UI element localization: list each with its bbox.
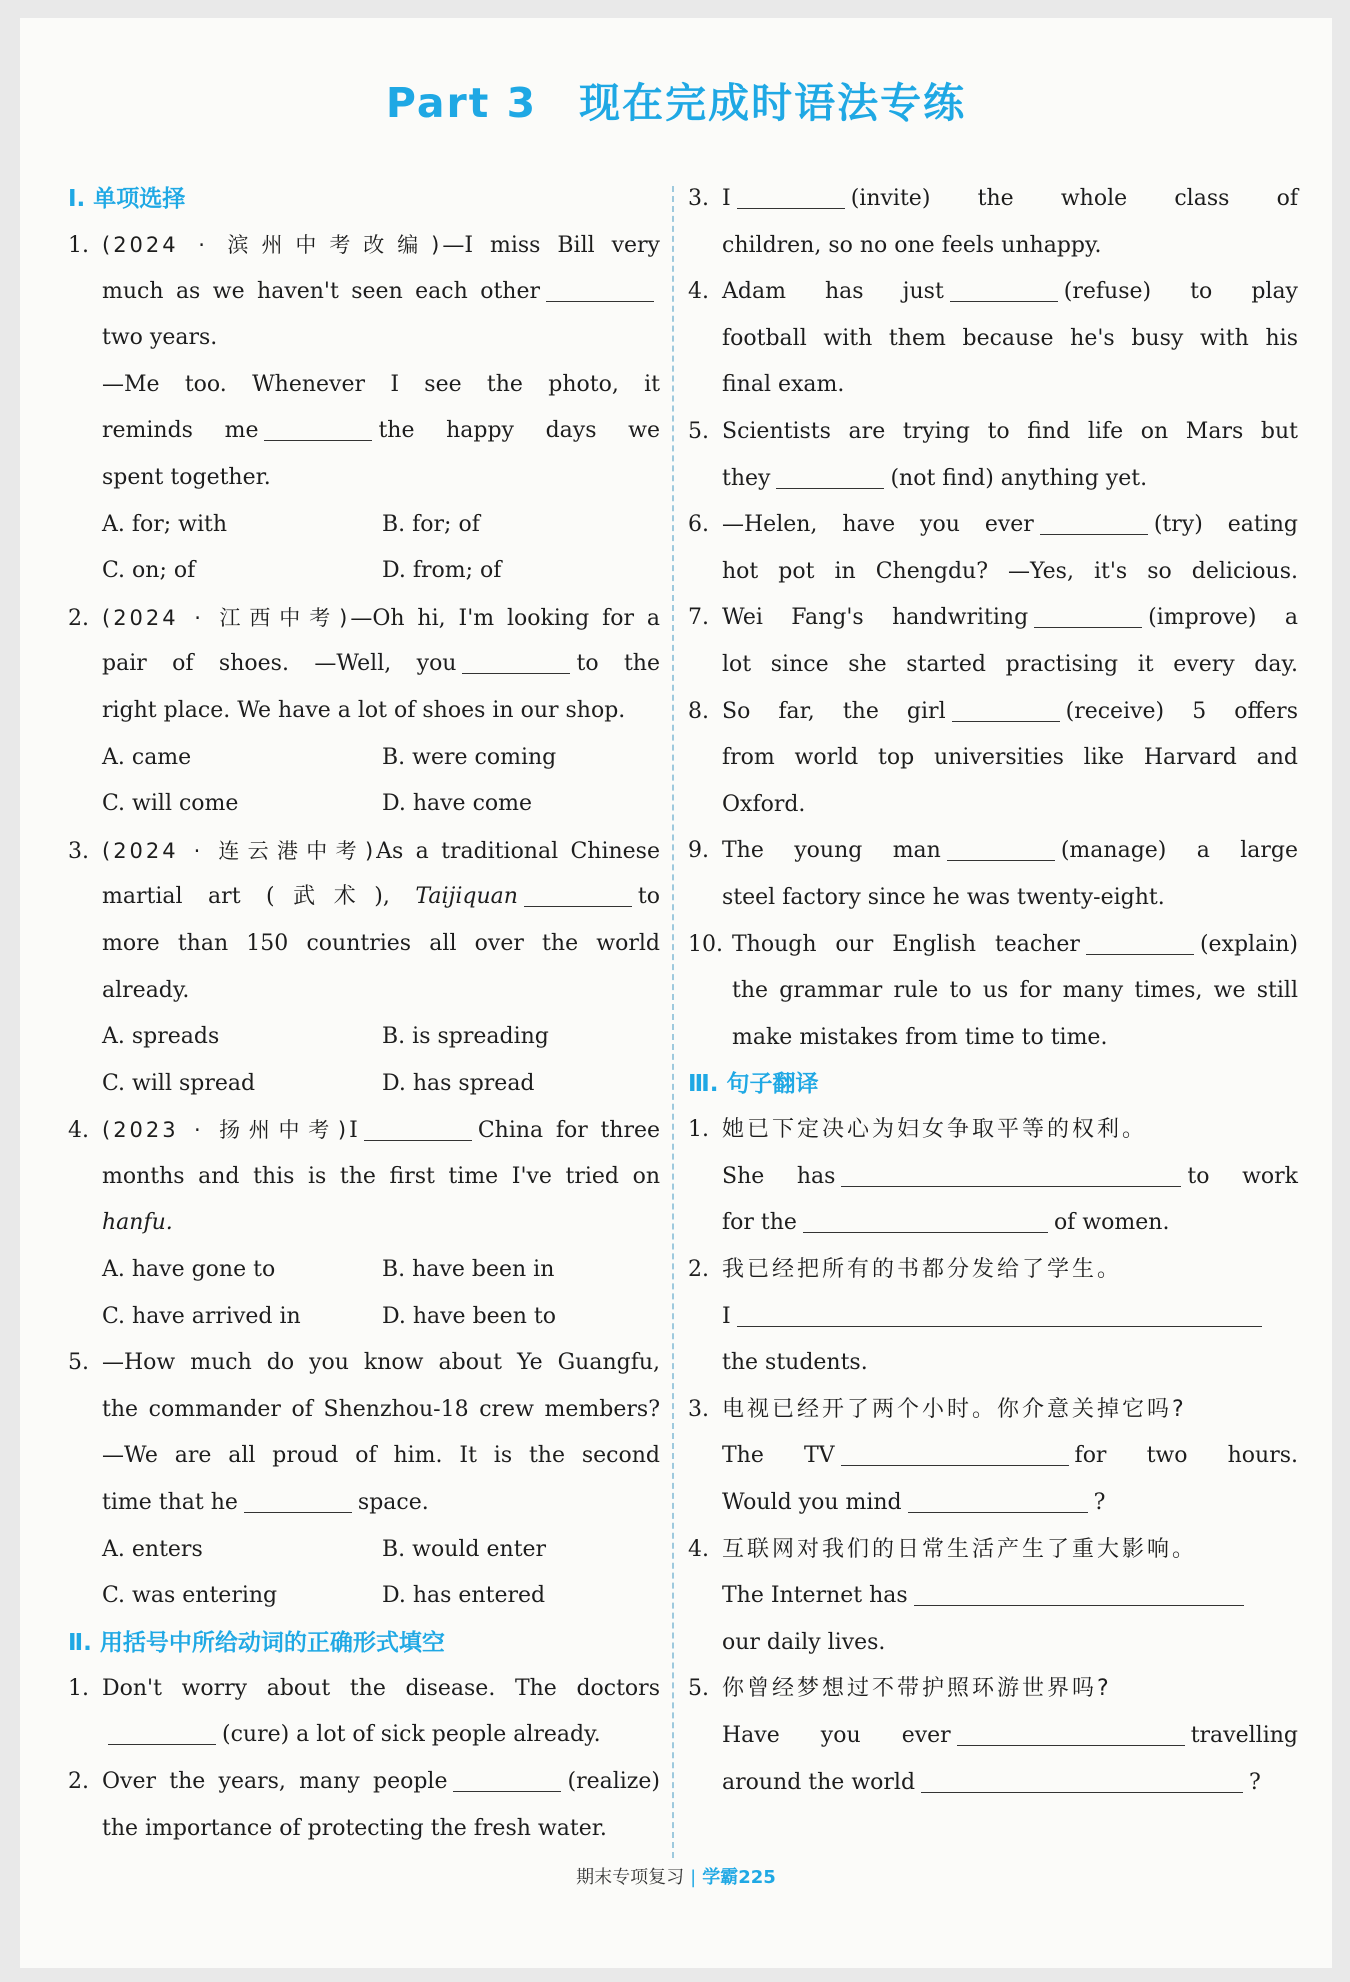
item-number: 3. <box>688 186 709 211</box>
item-text: Oxford. <box>722 791 806 817</box>
answer-blank[interactable] <box>524 880 632 907</box>
question-text: —Me too. Whenever I see the photo, it <box>102 371 660 397</box>
answer-blank[interactable] <box>453 1765 561 1792</box>
item-number: 9. <box>688 838 709 864</box>
item-number: 2. <box>68 1769 89 1794</box>
option-b[interactable]: B. is spreading <box>382 1024 549 1050</box>
question-number: 1. <box>68 233 89 258</box>
option-d[interactable]: D. has entered <box>382 1583 546 1609</box>
item-number: 1. <box>688 1117 709 1143</box>
question-5 <box>68 1340 660 1620</box>
question-number: 5. <box>68 1350 89 1376</box>
fill-item-2 <box>68 1759 660 1852</box>
answer-blank[interactable] <box>737 182 845 209</box>
option-a[interactable]: A. have gone to <box>102 1257 276 1283</box>
answer-blank[interactable] <box>952 695 1060 722</box>
item-text: ? <box>1093 1490 1106 1516</box>
item-number: 1. <box>68 1675 89 1701</box>
item-text: for the <box>722 1210 797 1236</box>
option-d[interactable]: D. has spread <box>382 1070 535 1096</box>
answer-blank[interactable] <box>921 1766 1243 1793</box>
left-column <box>68 176 660 1852</box>
item-text: The TV <box>722 1443 835 1469</box>
fill-item-9 <box>688 828 1298 921</box>
option-d[interactable]: D. have come <box>382 791 533 817</box>
answer-blank[interactable] <box>957 1719 1185 1746</box>
fill-item-4 <box>688 269 1298 409</box>
page-title <box>20 70 1332 129</box>
option-a[interactable]: A. enters <box>102 1536 203 1562</box>
fill-item-3 <box>688 176 1298 269</box>
item-text: She has <box>722 1163 836 1189</box>
item-text: the importance of protecting the fresh water. <box>102 1815 607 1841</box>
item-text: final exam. <box>722 372 845 398</box>
answer-blank[interactable] <box>841 1160 1181 1187</box>
question-text: martial art (武术), <box>102 884 390 910</box>
question-text: to the <box>576 651 660 677</box>
fill-item-1 <box>68 1666 660 1759</box>
item-text: Would you mind <box>722 1490 902 1516</box>
option-b[interactable]: B. for; of <box>382 511 480 537</box>
section-heading-3: Ⅲ. 句子翻译 <box>688 1071 819 1098</box>
item-text: (cure) a lot of sick people already. <box>222 1722 601 1748</box>
question-text: to <box>637 884 660 910</box>
item-text: make mistakes from time to time. <box>732 1024 1108 1050</box>
question-number: 3. <box>68 838 89 864</box>
question-text: two years. <box>102 325 218 351</box>
item-text: (invite) the whole class of <box>850 186 1298 211</box>
question-text: right place. We have a lot of shoes in our shop. <box>102 697 626 723</box>
question-4 <box>68 1107 660 1340</box>
question-text-italic: Taijiquan <box>415 884 518 910</box>
answer-blank[interactable] <box>803 1206 1048 1233</box>
question-source: (2023 · 扬州中考) <box>102 1118 350 1143</box>
item-text: —Helen, have you ever <box>722 512 1034 538</box>
answer-blank[interactable] <box>244 1486 352 1513</box>
answer-blank[interactable] <box>841 1439 1069 1466</box>
option-c[interactable]: C. have arrived in <box>102 1303 301 1329</box>
chinese-sentence: 她已下定决心为妇女争取平等的权利。 <box>722 1117 1148 1143</box>
question-3 <box>68 828 660 1108</box>
question-text: already. <box>102 977 190 1003</box>
option-b[interactable]: B. were coming <box>382 744 557 770</box>
question-text: As a traditional Chinese <box>376 838 660 864</box>
item-text: to work <box>1187 1163 1298 1189</box>
translation-item-3 <box>688 1387 1298 1527</box>
question-text-italic: hanfu. <box>102 1210 173 1236</box>
chinese-sentence: 互联网对我们的日常生活产生了重大影响。 <box>722 1536 1198 1562</box>
item-number: 8. <box>688 698 709 724</box>
option-c[interactable]: C. will spread <box>102 1070 256 1096</box>
question-text: reminds me <box>102 418 259 444</box>
item-text: ? <box>1249 1769 1261 1795</box>
answer-blank[interactable] <box>364 1114 472 1141</box>
question-2 <box>68 595 660 828</box>
answer-blank[interactable] <box>462 647 570 674</box>
section-heading-2: Ⅱ. 用括号中所给动词的正确形式填空 <box>68 1629 445 1656</box>
item-number: 5. <box>688 418 709 444</box>
option-b[interactable]: B. would enter <box>382 1536 547 1562</box>
option-d[interactable]: D. from; of <box>382 558 502 584</box>
chinese-sentence: 我已经把所有的书都分发给了学生。 <box>722 1257 1123 1283</box>
answer-blank[interactable] <box>908 1486 1088 1513</box>
item-text: lot since she started practising it every day. <box>722 651 1298 677</box>
answer-blank[interactable] <box>1034 601 1142 628</box>
section-heading-1: Ⅰ. 单项选择 <box>68 186 186 212</box>
item-text: I <box>722 186 731 211</box>
item-number: 7. <box>688 605 709 631</box>
translation-item-1 <box>688 1107 1298 1247</box>
question-source: (2024 · 滨州中考改编) <box>102 233 443 257</box>
item-text: Wei Fang's handwriting <box>722 605 1029 631</box>
title-part: Part 3 <box>385 79 538 127</box>
title-topic: 现在完成时语法专练 <box>579 79 967 127</box>
question-text: —How much do you know about Ye Guangfu, <box>102 1350 660 1376</box>
answer-blank[interactable] <box>264 414 372 441</box>
option-c[interactable]: C. on; of <box>102 558 196 584</box>
question-source: (2024 · 江西中考) <box>102 605 351 630</box>
page-footer: 期末专项复习 | 学霸225 <box>576 1867 776 1888</box>
item-number: 5. <box>688 1676 709 1702</box>
question-number: 2. <box>68 605 89 631</box>
question-text: space. <box>357 1490 429 1516</box>
question-text: much as we haven't seen each other <box>102 278 540 304</box>
answer-blank[interactable] <box>737 1300 1262 1327</box>
item-text: (realize) <box>567 1769 660 1794</box>
chinese-sentence: 电视已经开了两个小时。你介意关掉它吗? <box>722 1396 1187 1422</box>
item-text: the grammar rule to us for many times, we still <box>732 978 1298 1004</box>
item-text: from world top universities like Harvard and <box>722 745 1298 771</box>
item-text: Over the years, many people <box>102 1769 448 1794</box>
answer-blank[interactable] <box>546 275 654 302</box>
footer-brand: 学霸 <box>702 1867 739 1888</box>
worksheet-page <box>20 18 1332 1968</box>
item-text: of women. <box>1053 1210 1170 1236</box>
question-text: the commander of Shenzhou-18 crew members? <box>102 1396 660 1422</box>
answer-blank[interactable] <box>776 462 884 489</box>
footer-label: 期末专项复习 <box>576 1867 685 1888</box>
item-text: they <box>722 465 771 491</box>
page-number: 225 <box>738 1867 776 1888</box>
question-text: more than 150 countries all over the world <box>102 930 660 956</box>
item-text: Though our English teacher <box>732 931 1080 957</box>
item-text: The young man <box>722 838 941 864</box>
item-text: for two hours. <box>1074 1443 1298 1469</box>
answer-blank[interactable] <box>108 1718 216 1745</box>
answer-blank[interactable] <box>950 275 1058 302</box>
option-c[interactable]: C. was entering <box>102 1583 278 1609</box>
item-text: (try) eating <box>1153 512 1298 538</box>
item-number: 4. <box>688 1536 709 1562</box>
item-text: steel factory since he was twenty-eight. <box>722 884 1165 910</box>
question-source: (2024 · 连云港中考) <box>102 838 377 863</box>
option-a[interactable]: A. for; with <box>102 511 228 537</box>
question-text: pair of shoes. —Well, you <box>102 651 457 677</box>
item-text: (refuse) to play <box>1063 279 1298 305</box>
answer-blank[interactable] <box>914 1579 1244 1606</box>
option-a[interactable]: A. came <box>102 744 192 770</box>
item-text: Adam has just <box>722 279 944 305</box>
translation-item-4 <box>688 1527 1298 1667</box>
column-divider <box>672 186 674 1858</box>
question-text: —Oh hi, I'm looking for a <box>350 605 660 631</box>
item-text: hot pot in Chengdu? —Yes, it's so delicious. <box>722 558 1298 584</box>
item-text: children, so no one feels unhappy. <box>722 232 1102 258</box>
item-number: 4. <box>688 279 709 305</box>
answer-blank[interactable] <box>1086 928 1194 955</box>
item-number: 3. <box>688 1396 709 1422</box>
right-column <box>688 176 1298 1806</box>
fill-item-7 <box>688 595 1298 688</box>
item-text: The Internet has <box>722 1583 908 1609</box>
item-text: (receive) 5 offers <box>1065 698 1298 724</box>
translation-item-2 <box>688 1247 1298 1387</box>
item-text: So far, the girl <box>722 698 946 724</box>
item-text: (improve) a <box>1148 605 1299 631</box>
question-text: I <box>349 1118 358 1144</box>
option-c[interactable]: C. will come <box>102 791 239 817</box>
item-text: (manage) a large <box>1060 838 1298 864</box>
item-text: around the world <box>722 1769 916 1795</box>
item-text: (explain) <box>1199 931 1298 957</box>
item-number: 6. <box>688 512 709 538</box>
fill-item-8 <box>688 689 1298 829</box>
answer-blank[interactable] <box>1040 508 1148 535</box>
item-number: 10. <box>688 931 723 957</box>
question-text: spent together. <box>102 464 271 490</box>
item-text: travelling <box>1190 1723 1298 1748</box>
option-b[interactable]: B. have been in <box>382 1257 555 1283</box>
item-text: the students. <box>722 1350 868 1376</box>
item-text: our daily lives. <box>722 1629 886 1655</box>
question-number: 4. <box>68 1118 89 1144</box>
question-text: months and this is the first time I've tried on <box>102 1163 660 1189</box>
item-text: (not find) anything yet. <box>890 465 1148 491</box>
option-d[interactable]: D. have been to <box>382 1303 556 1329</box>
fill-item-6 <box>688 502 1298 595</box>
option-a[interactable]: A. spreads <box>102 1024 220 1050</box>
translation-item-5 <box>688 1666 1298 1806</box>
answer-blank[interactable] <box>947 834 1055 861</box>
question-text: China for three <box>477 1118 661 1144</box>
question-1 <box>68 222 660 595</box>
item-text: football with them because he's busy with his <box>722 325 1298 351</box>
question-text: —We are all proud of him. It is the second <box>102 1443 660 1469</box>
item-text: I <box>722 1303 731 1329</box>
question-text: —I miss Bill very <box>442 233 660 258</box>
fill-item-10 <box>688 922 1298 1062</box>
question-text: the happy days we <box>378 418 660 444</box>
fill-item-5 <box>688 409 1298 502</box>
chinese-sentence: 你曾经梦想过不带护照环游世界吗? <box>722 1676 1112 1702</box>
item-text: Scientists are trying to find life on Mars but <box>722 418 1298 444</box>
item-number: 2. <box>688 1257 709 1283</box>
item-text: Have you ever <box>722 1723 951 1748</box>
question-text: time that he <box>102 1490 238 1516</box>
item-text: Don't worry about the disease. The doctors <box>102 1675 660 1701</box>
